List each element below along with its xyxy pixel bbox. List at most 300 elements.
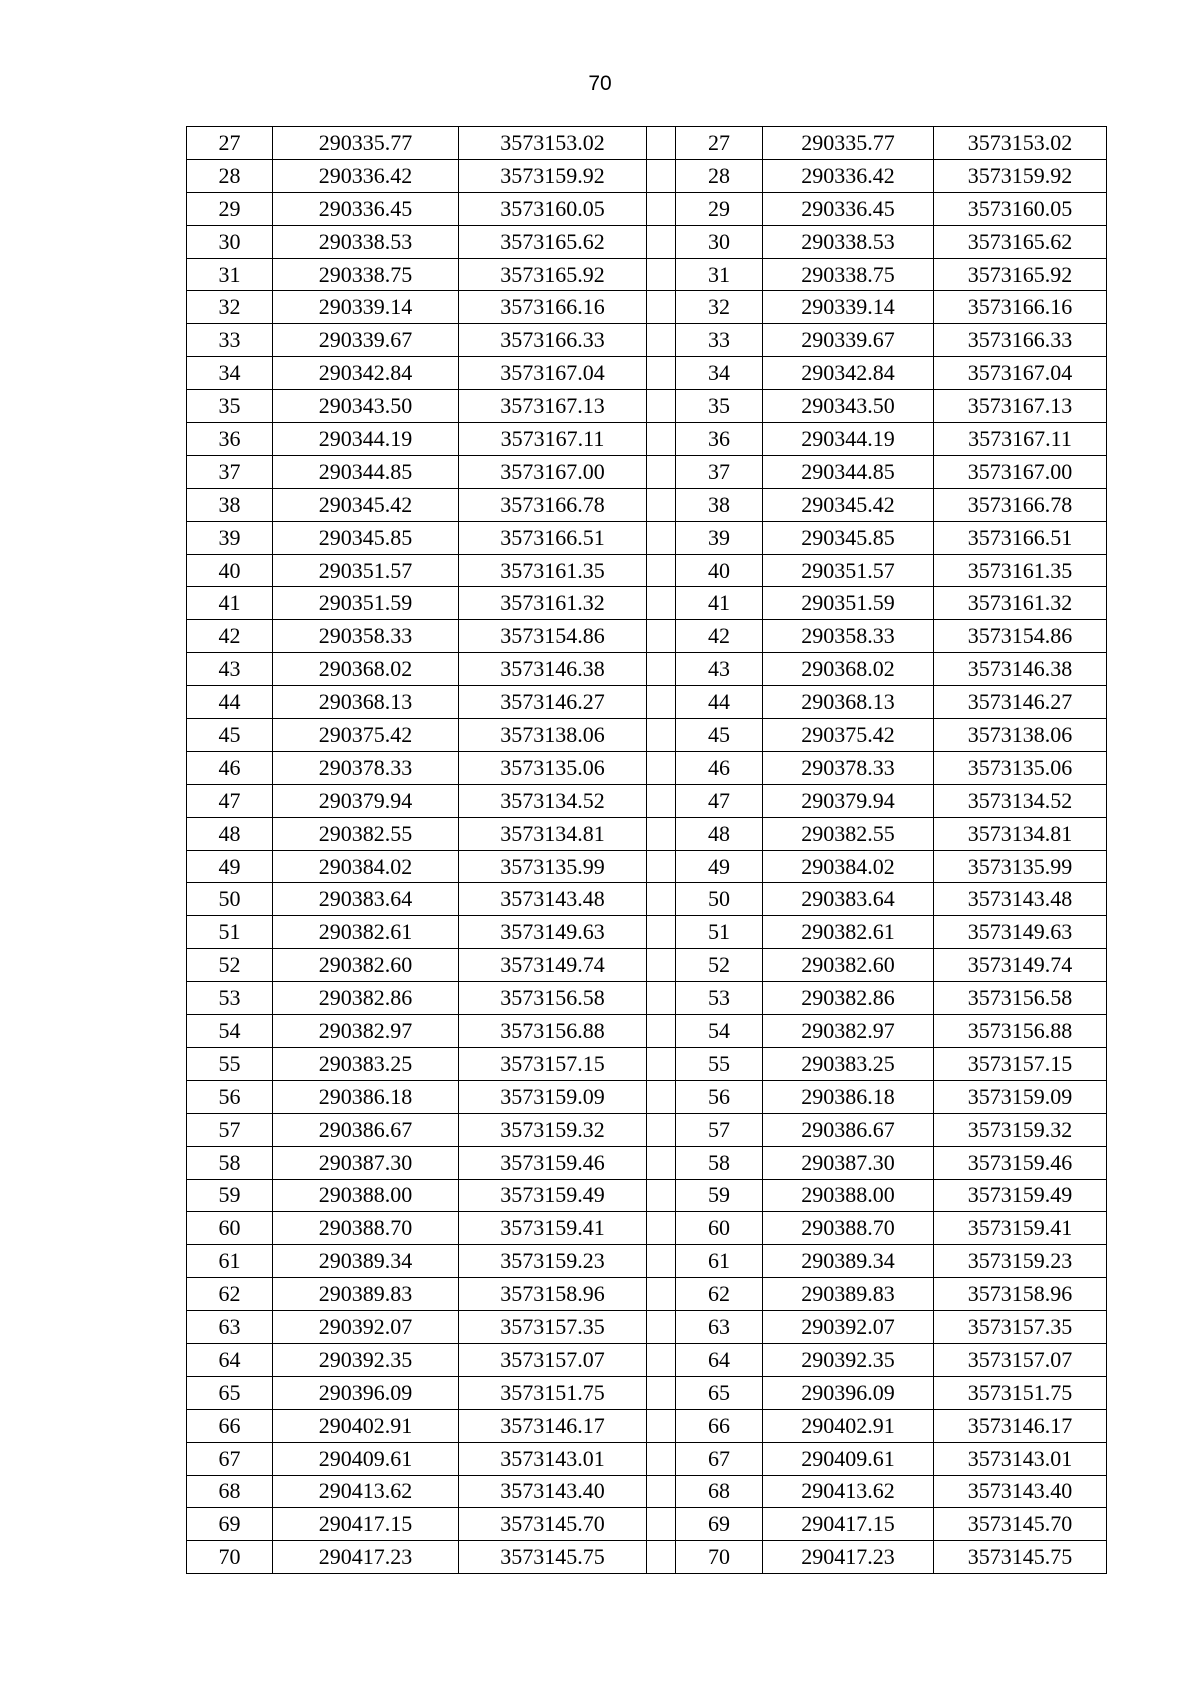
spacer-cell: [647, 1311, 676, 1344]
left-y-coordinate-cell: 3573135.99: [459, 850, 647, 883]
right-point-number-cell: 28: [676, 159, 763, 192]
table-row: [187, 686, 1107, 719]
table-row: [187, 324, 1107, 357]
left-point-number-cell: 28: [187, 159, 273, 192]
left-point-number-cell: 27: [187, 127, 273, 160]
table-row: [187, 949, 1107, 982]
left-x-coordinate-cell: 290382.55: [273, 817, 459, 850]
right-point-number-cell: 50: [676, 883, 763, 916]
spacer-cell: [647, 1146, 676, 1179]
right-x-coordinate-cell: 290388.70: [763, 1212, 934, 1245]
left-point-number-cell: 47: [187, 784, 273, 817]
right-y-coordinate-cell: 3573149.63: [934, 916, 1107, 949]
coordinates-table: [186, 126, 1107, 1574]
table-row: [187, 1245, 1107, 1278]
left-x-coordinate-cell: 290383.64: [273, 883, 459, 916]
left-x-coordinate-cell: 290339.67: [273, 324, 459, 357]
table-row: [187, 1508, 1107, 1541]
table-row: [187, 1080, 1107, 1113]
right-point-number-cell: 63: [676, 1311, 763, 1344]
right-x-coordinate-cell: 290338.75: [763, 258, 934, 291]
right-y-coordinate-cell: 3573153.02: [934, 127, 1107, 160]
right-x-coordinate-cell: 290343.50: [763, 390, 934, 423]
right-y-coordinate-cell: 3573166.33: [934, 324, 1107, 357]
spacer-cell: [647, 291, 676, 324]
right-y-coordinate-cell: 3573134.81: [934, 817, 1107, 850]
left-x-coordinate-cell: 290417.15: [273, 1508, 459, 1541]
right-x-coordinate-cell: 290344.85: [763, 455, 934, 488]
spacer-cell: [647, 949, 676, 982]
right-x-coordinate-cell: 290338.53: [763, 225, 934, 258]
right-y-coordinate-cell: 3573146.38: [934, 653, 1107, 686]
right-y-coordinate-cell: 3573146.27: [934, 686, 1107, 719]
right-x-coordinate-cell: 290386.67: [763, 1113, 934, 1146]
left-y-coordinate-cell: 3573138.06: [459, 719, 647, 752]
left-point-number-cell: 53: [187, 982, 273, 1015]
left-point-number-cell: 41: [187, 587, 273, 620]
spacer-cell: [647, 357, 676, 390]
right-y-coordinate-cell: 3573149.74: [934, 949, 1107, 982]
left-x-coordinate-cell: 290388.70: [273, 1212, 459, 1245]
left-point-number-cell: 68: [187, 1475, 273, 1508]
table-row: [187, 1409, 1107, 1442]
left-point-number-cell: 43: [187, 653, 273, 686]
left-x-coordinate-cell: 290382.97: [273, 1015, 459, 1048]
spacer-cell: [647, 225, 676, 258]
right-x-coordinate-cell: 290413.62: [763, 1475, 934, 1508]
right-y-coordinate-cell: 3573143.40: [934, 1475, 1107, 1508]
table-row: [187, 521, 1107, 554]
left-x-coordinate-cell: 290342.84: [273, 357, 459, 390]
left-y-coordinate-cell: 3573146.38: [459, 653, 647, 686]
spacer-cell: [647, 192, 676, 225]
right-point-number-cell: 31: [676, 258, 763, 291]
left-point-number-cell: 44: [187, 686, 273, 719]
right-point-number-cell: 52: [676, 949, 763, 982]
right-y-coordinate-cell: 3573154.86: [934, 620, 1107, 653]
right-x-coordinate-cell: 290342.84: [763, 357, 934, 390]
left-y-coordinate-cell: 3573161.35: [459, 554, 647, 587]
right-point-number-cell: 62: [676, 1278, 763, 1311]
right-x-coordinate-cell: 290388.00: [763, 1179, 934, 1212]
right-x-coordinate-cell: 290378.33: [763, 751, 934, 784]
table-row: [187, 1541, 1107, 1574]
left-x-coordinate-cell: 290345.85: [273, 521, 459, 554]
left-x-coordinate-cell: 290339.14: [273, 291, 459, 324]
right-point-number-cell: 69: [676, 1508, 763, 1541]
right-point-number-cell: 43: [676, 653, 763, 686]
right-y-coordinate-cell: 3573157.35: [934, 1311, 1107, 1344]
right-x-coordinate-cell: 290389.83: [763, 1278, 934, 1311]
right-x-coordinate-cell: 290389.34: [763, 1245, 934, 1278]
spacer-cell: [647, 1508, 676, 1541]
right-point-number-cell: 46: [676, 751, 763, 784]
table-row: [187, 159, 1107, 192]
left-point-number-cell: 31: [187, 258, 273, 291]
right-x-coordinate-cell: 290382.55: [763, 817, 934, 850]
right-y-coordinate-cell: 3573156.88: [934, 1015, 1107, 1048]
right-x-coordinate-cell: 290335.77: [763, 127, 934, 160]
spacer-cell: [647, 1113, 676, 1146]
right-point-number-cell: 29: [676, 192, 763, 225]
left-x-coordinate-cell: 290338.75: [273, 258, 459, 291]
right-point-number-cell: 42: [676, 620, 763, 653]
table-row: [187, 1475, 1107, 1508]
right-point-number-cell: 32: [676, 291, 763, 324]
left-point-number-cell: 51: [187, 916, 273, 949]
right-point-number-cell: 33: [676, 324, 763, 357]
right-y-coordinate-cell: 3573157.15: [934, 1047, 1107, 1080]
right-y-coordinate-cell: 3573161.32: [934, 587, 1107, 620]
table-row: [187, 982, 1107, 1015]
right-x-coordinate-cell: 290382.61: [763, 916, 934, 949]
left-point-number-cell: 59: [187, 1179, 273, 1212]
spacer-cell: [647, 423, 676, 456]
table-row: [187, 751, 1107, 784]
right-point-number-cell: 44: [676, 686, 763, 719]
left-x-coordinate-cell: 290382.61: [273, 916, 459, 949]
left-point-number-cell: 50: [187, 883, 273, 916]
left-point-number-cell: 52: [187, 949, 273, 982]
left-y-coordinate-cell: 3573146.27: [459, 686, 647, 719]
left-point-number-cell: 46: [187, 751, 273, 784]
right-point-number-cell: 57: [676, 1113, 763, 1146]
spacer-cell: [647, 488, 676, 521]
left-y-coordinate-cell: 3573167.11: [459, 423, 647, 456]
left-point-number-cell: 42: [187, 620, 273, 653]
left-x-coordinate-cell: 290335.77: [273, 127, 459, 160]
left-y-coordinate-cell: 3573159.92: [459, 159, 647, 192]
left-x-coordinate-cell: 290392.35: [273, 1343, 459, 1376]
left-x-coordinate-cell: 290351.57: [273, 554, 459, 587]
spacer-cell: [647, 1047, 676, 1080]
right-point-number-cell: 56: [676, 1080, 763, 1113]
table-row: [187, 291, 1107, 324]
left-point-number-cell: 36: [187, 423, 273, 456]
left-y-coordinate-cell: 3573145.75: [459, 1541, 647, 1574]
right-x-coordinate-cell: 290409.61: [763, 1442, 934, 1475]
right-x-coordinate-cell: 290417.23: [763, 1541, 934, 1574]
spacer-cell: [647, 1179, 676, 1212]
spacer-cell: [647, 1475, 676, 1508]
left-y-coordinate-cell: 3573153.02: [459, 127, 647, 160]
right-y-coordinate-cell: 3573159.92: [934, 159, 1107, 192]
spacer-cell: [647, 1376, 676, 1409]
left-x-coordinate-cell: 290382.86: [273, 982, 459, 1015]
spacer-cell: [647, 1245, 676, 1278]
right-point-number-cell: 39: [676, 521, 763, 554]
right-y-coordinate-cell: 3573166.78: [934, 488, 1107, 521]
right-y-coordinate-cell: 3573157.07: [934, 1343, 1107, 1376]
right-y-coordinate-cell: 3573159.09: [934, 1080, 1107, 1113]
left-y-coordinate-cell: 3573166.16: [459, 291, 647, 324]
right-x-coordinate-cell: 290375.42: [763, 719, 934, 752]
left-point-number-cell: 49: [187, 850, 273, 883]
spacer-cell: [647, 258, 676, 291]
right-y-coordinate-cell: 3573151.75: [934, 1376, 1107, 1409]
right-x-coordinate-cell: 290383.25: [763, 1047, 934, 1080]
left-x-coordinate-cell: 290413.62: [273, 1475, 459, 1508]
left-x-coordinate-cell: 290358.33: [273, 620, 459, 653]
right-point-number-cell: 68: [676, 1475, 763, 1508]
right-x-coordinate-cell: 290345.42: [763, 488, 934, 521]
left-x-coordinate-cell: 290378.33: [273, 751, 459, 784]
right-point-number-cell: 51: [676, 916, 763, 949]
left-point-number-cell: 69: [187, 1508, 273, 1541]
left-x-coordinate-cell: 290368.13: [273, 686, 459, 719]
coordinates-table-body: [187, 127, 1107, 1574]
left-x-coordinate-cell: 290382.60: [273, 949, 459, 982]
right-x-coordinate-cell: 290387.30: [763, 1146, 934, 1179]
right-x-coordinate-cell: 290358.33: [763, 620, 934, 653]
left-y-coordinate-cell: 3573135.06: [459, 751, 647, 784]
left-point-number-cell: 58: [187, 1146, 273, 1179]
spacer-cell: [647, 784, 676, 817]
right-y-coordinate-cell: 3573143.48: [934, 883, 1107, 916]
table-row: [187, 587, 1107, 620]
table-row: [187, 620, 1107, 653]
right-point-number-cell: 66: [676, 1409, 763, 1442]
left-y-coordinate-cell: 3573149.74: [459, 949, 647, 982]
table-row: [187, 554, 1107, 587]
right-point-number-cell: 36: [676, 423, 763, 456]
spacer-cell: [647, 521, 676, 554]
right-x-coordinate-cell: 290396.09: [763, 1376, 934, 1409]
right-x-coordinate-cell: 290351.59: [763, 587, 934, 620]
left-x-coordinate-cell: 290409.61: [273, 1442, 459, 1475]
right-y-coordinate-cell: 3573159.46: [934, 1146, 1107, 1179]
left-point-number-cell: 35: [187, 390, 273, 423]
spacer-cell: [647, 1343, 676, 1376]
left-point-number-cell: 56: [187, 1080, 273, 1113]
spacer-cell: [647, 751, 676, 784]
left-point-number-cell: 60: [187, 1212, 273, 1245]
left-x-coordinate-cell: 290345.42: [273, 488, 459, 521]
right-y-coordinate-cell: 3573143.01: [934, 1442, 1107, 1475]
left-y-coordinate-cell: 3573167.00: [459, 455, 647, 488]
left-y-coordinate-cell: 3573160.05: [459, 192, 647, 225]
left-x-coordinate-cell: 290336.42: [273, 159, 459, 192]
spacer-cell: [647, 1278, 676, 1311]
spacer-cell: [647, 455, 676, 488]
left-point-number-cell: 55: [187, 1047, 273, 1080]
left-y-coordinate-cell: 3573156.58: [459, 982, 647, 1015]
left-point-number-cell: 66: [187, 1409, 273, 1442]
left-x-coordinate-cell: 290388.00: [273, 1179, 459, 1212]
right-point-number-cell: 45: [676, 719, 763, 752]
left-y-coordinate-cell: 3573159.23: [459, 1245, 647, 1278]
table-row: [187, 1442, 1107, 1475]
table-row: [187, 1179, 1107, 1212]
left-y-coordinate-cell: 3573159.32: [459, 1113, 647, 1146]
left-y-coordinate-cell: 3573166.78: [459, 488, 647, 521]
right-x-coordinate-cell: 290386.18: [763, 1080, 934, 1113]
table-row: [187, 488, 1107, 521]
right-point-number-cell: 58: [676, 1146, 763, 1179]
right-y-coordinate-cell: 3573156.58: [934, 982, 1107, 1015]
left-x-coordinate-cell: 290368.02: [273, 653, 459, 686]
right-point-number-cell: 41: [676, 587, 763, 620]
right-x-coordinate-cell: 290383.64: [763, 883, 934, 916]
table-row: [187, 850, 1107, 883]
spacer-cell: [647, 554, 676, 587]
right-x-coordinate-cell: 290384.02: [763, 850, 934, 883]
left-x-coordinate-cell: 290396.09: [273, 1376, 459, 1409]
spacer-cell: [647, 686, 676, 719]
right-x-coordinate-cell: 290336.45: [763, 192, 934, 225]
right-x-coordinate-cell: 290392.35: [763, 1343, 934, 1376]
spacer-cell: [647, 982, 676, 1015]
right-y-coordinate-cell: 3573167.11: [934, 423, 1107, 456]
right-y-coordinate-cell: 3573159.23: [934, 1245, 1107, 1278]
left-y-coordinate-cell: 3573165.62: [459, 225, 647, 258]
left-point-number-cell: 67: [187, 1442, 273, 1475]
table-row: [187, 817, 1107, 850]
right-point-number-cell: 49: [676, 850, 763, 883]
left-y-coordinate-cell: 3573146.17: [459, 1409, 647, 1442]
left-point-number-cell: 54: [187, 1015, 273, 1048]
left-y-coordinate-cell: 3573166.51: [459, 521, 647, 554]
left-x-coordinate-cell: 290379.94: [273, 784, 459, 817]
left-y-coordinate-cell: 3573166.33: [459, 324, 647, 357]
spacer-cell: [647, 916, 676, 949]
right-x-coordinate-cell: 290336.42: [763, 159, 934, 192]
table-row: [187, 357, 1107, 390]
left-y-coordinate-cell: 3573159.49: [459, 1179, 647, 1212]
spacer-cell: [647, 1442, 676, 1475]
right-point-number-cell: 67: [676, 1442, 763, 1475]
right-point-number-cell: 38: [676, 488, 763, 521]
right-x-coordinate-cell: 290345.85: [763, 521, 934, 554]
table-row: [187, 390, 1107, 423]
spacer-cell: [647, 817, 676, 850]
left-x-coordinate-cell: 290383.25: [273, 1047, 459, 1080]
left-x-coordinate-cell: 290384.02: [273, 850, 459, 883]
left-x-coordinate-cell: 290336.45: [273, 192, 459, 225]
table-row: [187, 1343, 1107, 1376]
left-y-coordinate-cell: 3573159.41: [459, 1212, 647, 1245]
table-row: [187, 653, 1107, 686]
left-point-number-cell: 38: [187, 488, 273, 521]
left-point-number-cell: 34: [187, 357, 273, 390]
right-y-coordinate-cell: 3573160.05: [934, 192, 1107, 225]
right-y-coordinate-cell: 3573145.70: [934, 1508, 1107, 1541]
right-point-number-cell: 54: [676, 1015, 763, 1048]
right-y-coordinate-cell: 3573165.62: [934, 225, 1107, 258]
left-y-coordinate-cell: 3573159.46: [459, 1146, 647, 1179]
left-y-coordinate-cell: 3573134.81: [459, 817, 647, 850]
table-row: [187, 1146, 1107, 1179]
table-row: [187, 225, 1107, 258]
table-row: [187, 916, 1107, 949]
spacer-cell: [647, 653, 676, 686]
left-x-coordinate-cell: 290344.85: [273, 455, 459, 488]
spacer-cell: [647, 1080, 676, 1113]
right-y-coordinate-cell: 3573135.99: [934, 850, 1107, 883]
left-x-coordinate-cell: 290387.30: [273, 1146, 459, 1179]
left-point-number-cell: 57: [187, 1113, 273, 1146]
left-x-coordinate-cell: 290386.67: [273, 1113, 459, 1146]
right-point-number-cell: 48: [676, 817, 763, 850]
table-row: [187, 192, 1107, 225]
left-point-number-cell: 61: [187, 1245, 273, 1278]
right-x-coordinate-cell: 290402.91: [763, 1409, 934, 1442]
right-x-coordinate-cell: 290339.67: [763, 324, 934, 357]
table-row: [187, 127, 1107, 160]
left-y-coordinate-cell: 3573158.96: [459, 1278, 647, 1311]
spacer-cell: [647, 127, 676, 160]
left-point-number-cell: 30: [187, 225, 273, 258]
right-x-coordinate-cell: 290417.15: [763, 1508, 934, 1541]
right-y-coordinate-cell: 3573167.04: [934, 357, 1107, 390]
left-x-coordinate-cell: 290417.23: [273, 1541, 459, 1574]
left-point-number-cell: 33: [187, 324, 273, 357]
right-point-number-cell: 55: [676, 1047, 763, 1080]
right-point-number-cell: 40: [676, 554, 763, 587]
right-x-coordinate-cell: 290382.60: [763, 949, 934, 982]
right-x-coordinate-cell: 290379.94: [763, 784, 934, 817]
spacer-cell: [647, 883, 676, 916]
right-y-coordinate-cell: 3573166.16: [934, 291, 1107, 324]
right-point-number-cell: 64: [676, 1343, 763, 1376]
right-point-number-cell: 53: [676, 982, 763, 1015]
spacer-cell: [647, 719, 676, 752]
left-y-coordinate-cell: 3573143.01: [459, 1442, 647, 1475]
right-y-coordinate-cell: 3573166.51: [934, 521, 1107, 554]
left-point-number-cell: 40: [187, 554, 273, 587]
left-y-coordinate-cell: 3573161.32: [459, 587, 647, 620]
left-x-coordinate-cell: 290344.19: [273, 423, 459, 456]
left-y-coordinate-cell: 3573157.15: [459, 1047, 647, 1080]
right-point-number-cell: 59: [676, 1179, 763, 1212]
left-x-coordinate-cell: 290375.42: [273, 719, 459, 752]
left-point-number-cell: 48: [187, 817, 273, 850]
left-x-coordinate-cell: 290351.59: [273, 587, 459, 620]
right-point-number-cell: 27: [676, 127, 763, 160]
left-x-coordinate-cell: 290402.91: [273, 1409, 459, 1442]
left-point-number-cell: 63: [187, 1311, 273, 1344]
table-row: [187, 1311, 1107, 1344]
left-point-number-cell: 29: [187, 192, 273, 225]
page-number: 70: [588, 72, 612, 95]
table-row: [187, 258, 1107, 291]
left-y-coordinate-cell: 3573167.04: [459, 357, 647, 390]
left-point-number-cell: 39: [187, 521, 273, 554]
right-y-coordinate-cell: 3573167.13: [934, 390, 1107, 423]
spacer-cell: [647, 1212, 676, 1245]
left-point-number-cell: 32: [187, 291, 273, 324]
right-point-number-cell: 35: [676, 390, 763, 423]
right-x-coordinate-cell: 290382.97: [763, 1015, 934, 1048]
left-y-coordinate-cell: 3573167.13: [459, 390, 647, 423]
left-y-coordinate-cell: 3573157.07: [459, 1343, 647, 1376]
left-y-coordinate-cell: 3573157.35: [459, 1311, 647, 1344]
left-y-coordinate-cell: 3573156.88: [459, 1015, 647, 1048]
right-y-coordinate-cell: 3573165.92: [934, 258, 1107, 291]
right-point-number-cell: 47: [676, 784, 763, 817]
left-y-coordinate-cell: 3573143.48: [459, 883, 647, 916]
table-row: [187, 455, 1107, 488]
left-y-coordinate-cell: 3573143.40: [459, 1475, 647, 1508]
left-point-number-cell: 45: [187, 719, 273, 752]
table-row: [187, 719, 1107, 752]
right-x-coordinate-cell: 290344.19: [763, 423, 934, 456]
table-row: [187, 423, 1107, 456]
right-x-coordinate-cell: 290368.02: [763, 653, 934, 686]
table-row: [187, 883, 1107, 916]
right-point-number-cell: 70: [676, 1541, 763, 1574]
spacer-cell: [647, 159, 676, 192]
